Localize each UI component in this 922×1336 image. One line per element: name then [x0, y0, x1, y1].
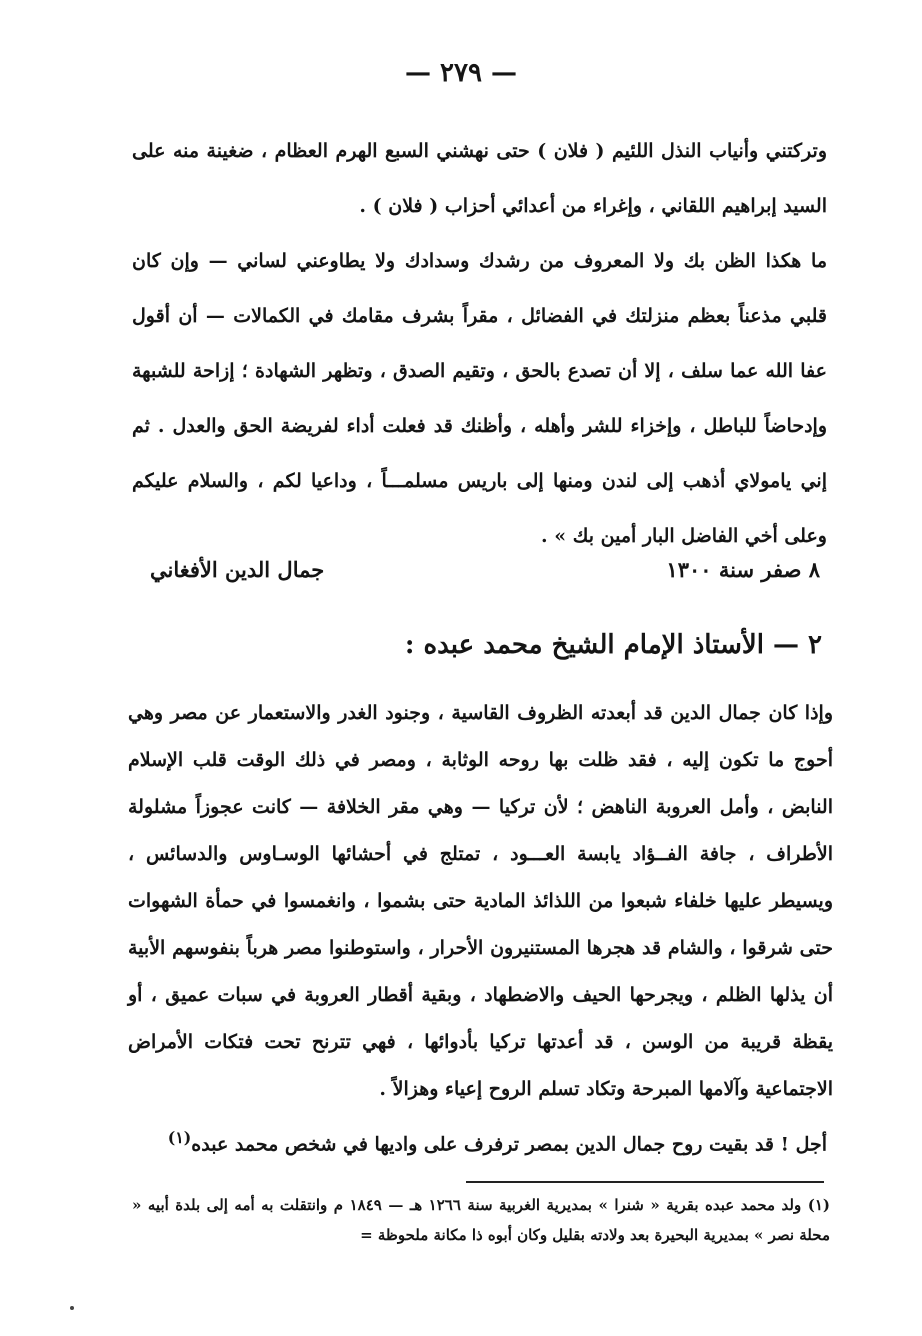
- page-number: — ٢٧٩ —: [404, 58, 518, 88]
- letter-date: ٨ صفر سنة ١٣٠٠: [666, 557, 820, 582]
- footnote-marker: (١): [167, 1128, 192, 1147]
- footnote-separator: [466, 1181, 824, 1183]
- section-heading: ٢ — الأستاذ الإمام الشيخ محمد عبده :: [404, 630, 822, 660]
- section-paragraph-2-text: أجل ! قد بقيت روح جمال الدين بمصر ترفرف على واديها في شخص محمد عبده: [191, 1133, 827, 1156]
- letter-paragraph-2: ما هكذا الظن بك ولا المعروف من رشدك وسدادك ولا يطاوعني لساني — وإن كان قلبي مذعناً بعظم منزلتك في الفضائل ، مقراً بشرف مقامك في الكمالات — أن أقول عفا الله عما سلف ، إلا أن تصدع بالحق ، وتقيم الصدق ، وتظهر الشهادة ؛ إزاحة للشبهة وإدحاضاً للباطل ، وإخزاء للشر وأهله ، وأظنك قد فعلت أداء لفريضة الحق والعدل . ثم إني ياموﻻي أذهب إلى لندن ومنها إلى باريس مسلمـــاً ، وداعيا لكم ، والسلام عليكم وعلى أخي الفاضل البار أمين بك » .: [132, 250, 827, 547]
- scan-speck: [70, 1306, 74, 1310]
- section-paragraph-1: وإذا كان جمال الدين قد أبعدته الظروف القاسية ، وجنود الغدر والاستعمار عن مصر وهي أحوج ما تكون إليه ، فقد ظلت بها روحه الوثابة ، ومصر في ذلك الوقت قلب الإسلام النابض ، وأمل العروبة الناهض ؛ لأن تركيا — وهي مقر الخلافة — كانت عجوزاً مشلولة الأطراف ، جافة الفــؤاد يابسة العـــود ، تمتلج في أحشائها الوسـاوس والدسائس ، ويسيطر عليها خلفاء شبعوا من اللذائذ المادية حتى بشموا ، وانغمسوا في حمأة الشهوات حتى شرقوا ، والشام قد هجرها المستنيرون الأحرار ، واستوطنوا مصر هرباً بنفوسهم الأبية أن يذلها الظلم ، ويجرحها الحيف والاضطهاد ، وبقية أقطار العروبة في سبات عميق ، أو يقظة قريبة من الوسن ، قد أعدتها تركيا بأدوائها ، فهي تترنح تحت فتكات الأمراض الاجتماعية وآلامها المبرحة وتكاد تسلم الروح إعياء وهزالاً .: [128, 702, 833, 1100]
- letter-signature: جمال الدين الأفغاني: [150, 557, 325, 582]
- letter-dateline: [150, 546, 820, 594]
- footnote: (١) ولد محمد عبده بقرية « شنرا » بمديرية الغربية سنة ١٢٦٦ هـ — ١٨٤٩ م وانتقلت به أمه إلى بلدة أبيه « محلة نصر » بمديرية البحيرة بعد ولادته بقليل وكان أبوه ذا مكانة ملحوظة =: [132, 1196, 830, 1244]
- section-paragraph-2: [132, 1113, 827, 1169]
- letter-paragraph-1: وتركتني وأنياب النذل اللئيم ( فلان ) حتى نهشني السبع الهرم العظام ، ضغينة منه على السيد إبراهيم اللقاني ، وإغراء من أعدائي أحزاب ( فلان ) .: [132, 140, 827, 217]
